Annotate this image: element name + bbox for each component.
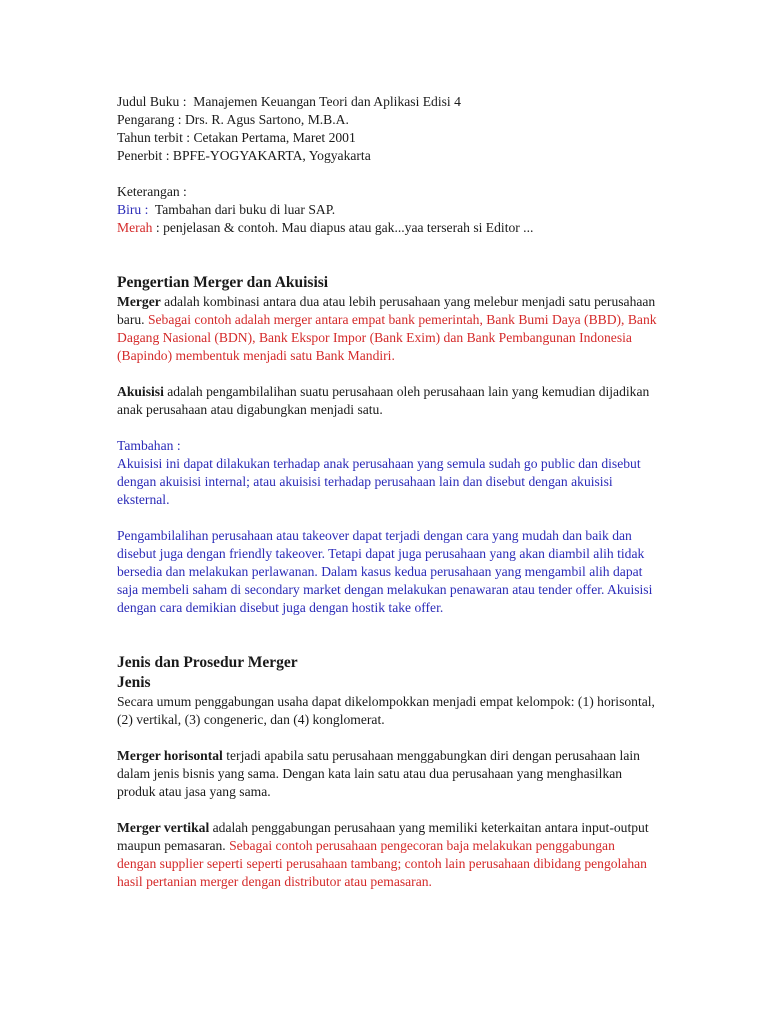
akuisisi-term: Akuisisi (117, 384, 164, 399)
takeover-paragraph: Pengambilalihan perusahaan atau takeover dapat terjadi dengan cara yang mudah dan baik dan disebut juga dengan friendly takeover. Tetapi dapat juga perusahaan yang akan diambil alih tidak bersedia dan melakukan perlawanan. Dalam kasus kedua perusahaan yang mengambil alih dapat saja membeli saham di secondary market dengan melakukan penawaran atau tender offer. Akuisisi dengan cara demikian disebut juga dengan hostik take offer. (117, 528, 653, 615)
book-publisher-label: Penerbit : (117, 148, 170, 163)
section-heading-jenis-prosedur: Jenis dan Prosedur Merger (117, 654, 298, 671)
book-publisher-value: BPFE-YOGYAKARTA, Yogyakarta (172, 148, 371, 163)
jenis-intro-paragraph: Secara umum penggabungan usaha dapat dikelompokkan menjadi empat kelompok: (1) horisontal, (2) vertikal, (3) congeneric, dan (4) konglomerat. (117, 694, 655, 727)
legend-title: Keterangan : (117, 184, 187, 199)
horisontal-paragraph (117, 747, 657, 801)
horisontal-definition: terjadi apabila satu perusahaan menggabungkan diri dengan perusahaan lain dalam jenis bisnis yang sama. Dengan kata lain satu atau dua perusahaan yang menghasilkan produk atau jasa yang sama. (117, 748, 640, 799)
document-content (117, 93, 657, 891)
vertikal-definition: adalah penggabungan perusahaan yang memiliki keterkaitan antara input-output maupun pemasaran. (117, 820, 649, 853)
legend-blue-text: Tambahan dari buku di luar SAP. (154, 202, 336, 217)
book-year-label: Tahun terbit : (117, 130, 191, 145)
vertikal-term: Merger vertikal (117, 820, 210, 835)
book-year-value: Cetakan Pertama, Maret 2001 (193, 130, 356, 145)
legend-blue-label: Biru : (117, 202, 149, 217)
book-title-label: Judul Buku : (117, 94, 187, 109)
vertikal-paragraph (117, 819, 657, 891)
legend-blue-line (117, 201, 657, 219)
tambahan-paragraph: Akuisisi ini dapat dilakukan terhadap anak perusahaan yang semula sudah go public dan disebut dengan akuisisi internal; atau akuisisi terhadap perusahaan lain dan disebut dengan akuisisi eksternal. (117, 456, 641, 507)
akuisisi-definition: adalah pengambilalihan suatu perusahaan oleh perusahaan lain yang kemudian dijadikan anak perusahaan atau digabungkan menjadi satu. (117, 384, 650, 417)
merger-example: Sebagai contoh adalah merger antara empat bank pemerintah, Bank Bumi Daya (BBD), Bank Dagang Nasional (BDN), Bank Ekspor Impor (Bank Exim) dan Bank Pembangunan Indonesia (Bapindo) membentuk menjadi satu Bank Mandiri. (117, 312, 657, 363)
book-author-line (117, 111, 657, 129)
book-author-value: Drs. R. Agus Sartono, M.B.A. (184, 112, 349, 127)
section-heading-merger-akuisisi: Pengertian Merger dan Akuisisi (117, 274, 329, 291)
merger-paragraph (117, 293, 657, 365)
legend-red-text: : penjelasan & contoh. Mau diapus atau gak...yaa terserah si Editor ... (155, 220, 534, 235)
book-title-value: Manajemen Keuangan Teori dan Aplikasi Edisi 4 (193, 94, 461, 109)
akuisisi-paragraph (117, 383, 657, 419)
book-title-line (117, 93, 657, 111)
merger-definition: adalah kombinasi antara dua atau lebih perusahaan yang melebur menjadi satu perusahaan baru. (117, 294, 656, 327)
book-publisher-line (117, 147, 657, 165)
merger-term: Merger (117, 294, 161, 309)
vertikal-example: Sebagai contoh perusahaan pengecoran baja melakukan penggabungan dengan supplier seperti seperti perusahaan tambang; contoh lain perusahaan dibidang pengolahan hasil pertanian merger dengan distributor atau pemasaran. (117, 838, 647, 889)
legend-red-label: Merah (117, 220, 153, 235)
book-year-line (117, 129, 657, 147)
horisontal-term: Merger horisontal (117, 748, 223, 763)
legend-red-line (117, 219, 657, 237)
tambahan-label: Tambahan : (117, 438, 181, 453)
subheading-jenis: Jenis (117, 674, 151, 691)
book-author-label: Pengarang : (117, 112, 182, 127)
